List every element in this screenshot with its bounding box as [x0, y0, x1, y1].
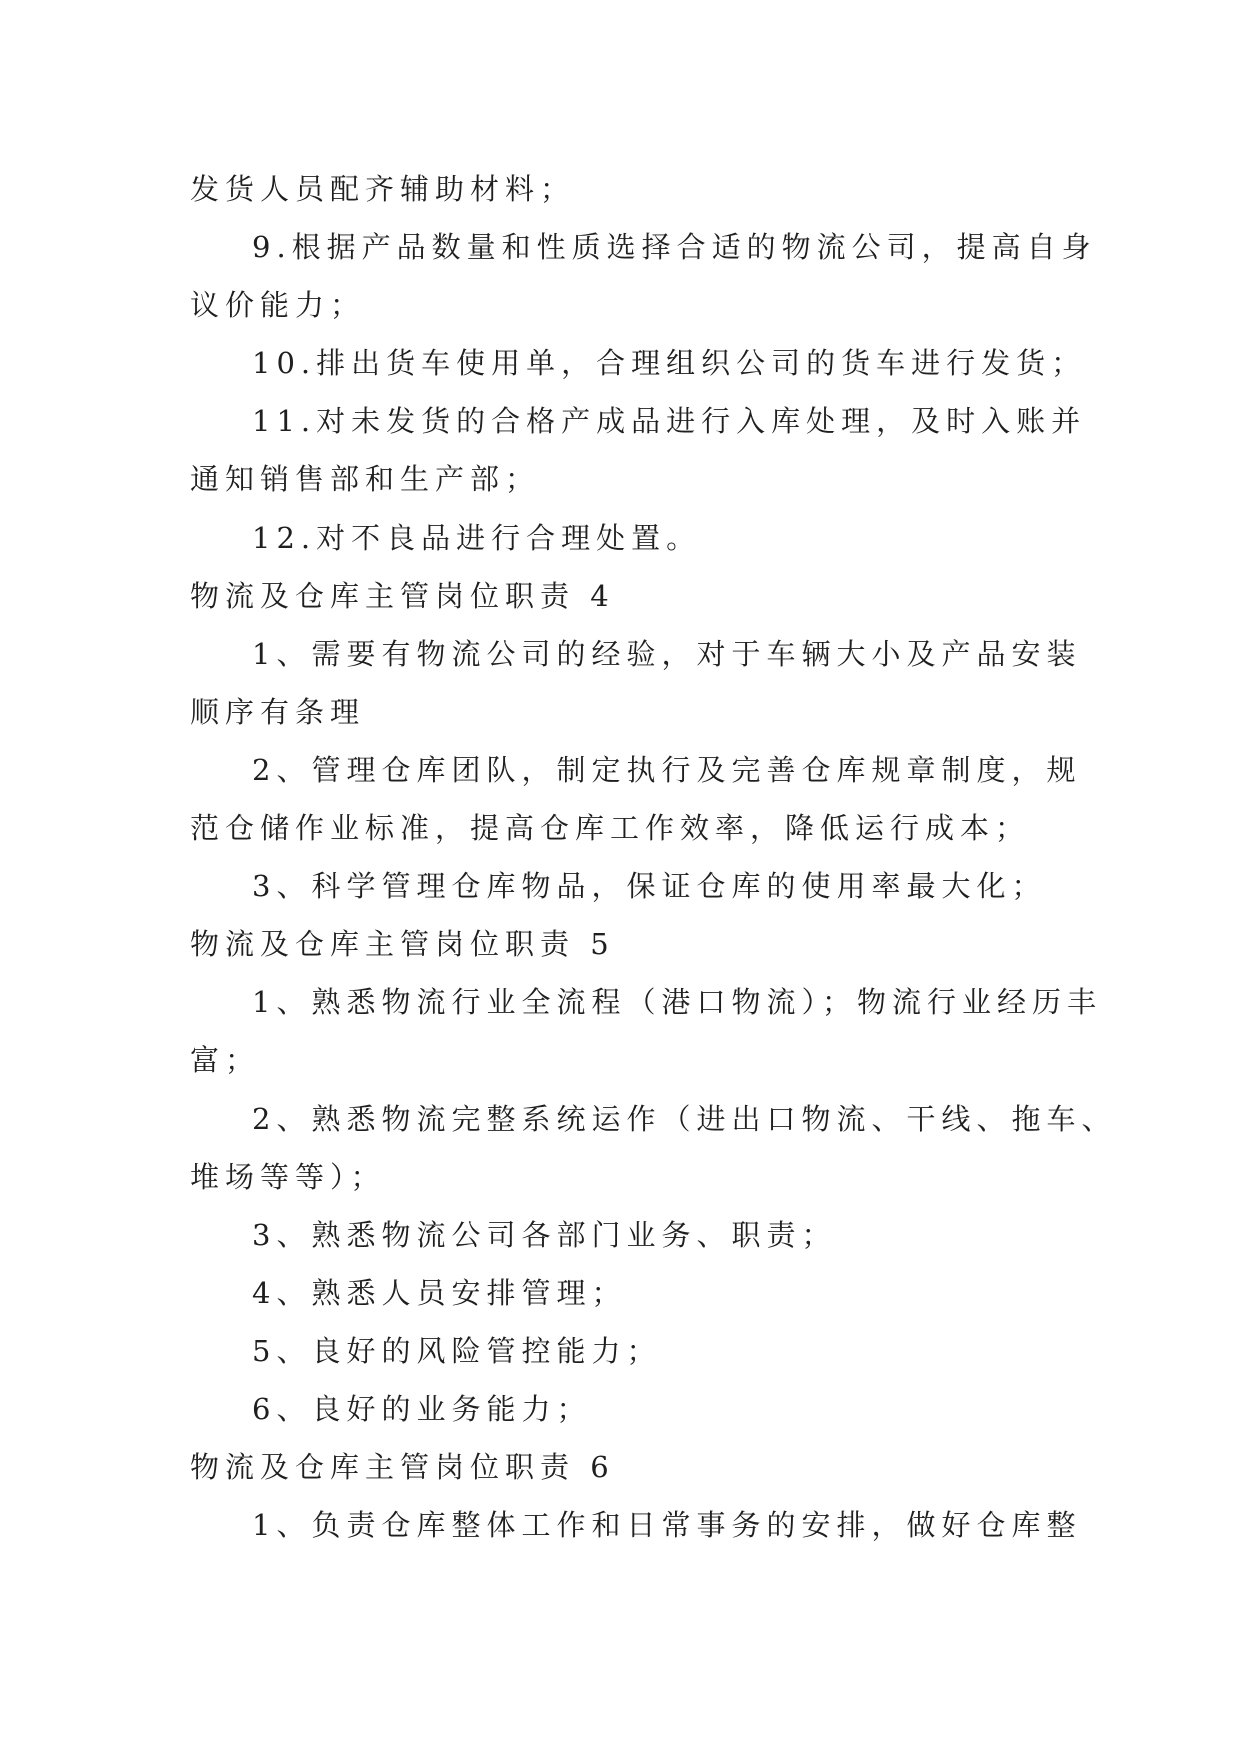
text-line: 12.对不良品进行合理处置。 [252, 520, 702, 555]
text-line: 9.根据产品数量和性质选择合适的物流公司，提高自身 [252, 230, 1097, 265]
text-line: 11.对未发货的合格产成品进行入库处理，及时入账并 [252, 404, 1087, 439]
text-line: 5、良好的风险管控能力； [252, 1333, 662, 1368]
text-line: 2、管理仓库团队，制定执行及完善仓库规章制度，规 [252, 752, 1082, 787]
text-line: 1、负责仓库整体工作和日常事务的安排，做好仓库整 [252, 1508, 1082, 1543]
text-line: 4、熟悉人员安排管理； [252, 1275, 627, 1310]
text-line: 3、科学管理仓库物品，保证仓库的使用率最大化； [252, 869, 1047, 904]
text-line: 议价能力； [190, 288, 366, 323]
section-heading: 物流及仓库主管岗位职责 5 [190, 927, 615, 962]
text-line: 10.排出货车使用单，合理组织公司的货车进行发货； [252, 346, 1087, 381]
text-line: 通知销售部和生产部； [190, 462, 541, 497]
text-line: 富； [190, 1043, 261, 1078]
text-line: 1、需要有物流公司的经验，对于车辆大小及产品安装 [252, 636, 1082, 671]
text-line: 2、熟悉物流完整系统运作（进出口物流、干线、拖车、 [252, 1101, 1117, 1136]
text-line: 范仓储作业标准，提高仓库工作效率，降低运行成本； [190, 811, 1031, 846]
text-line: 发货人员配齐辅助材料； [190, 172, 576, 206]
document-body [190, 160, 1117, 1554]
text-line: 堆场等等）； [190, 1159, 386, 1194]
text-line: 3、熟悉物流公司各部门业务、职责； [252, 1217, 837, 1252]
section-heading: 物流及仓库主管岗位职责 4 [190, 578, 615, 613]
section-heading: 物流及仓库主管岗位职责 6 [190, 1450, 615, 1485]
text-line: 顺序有条理 [190, 694, 366, 729]
text-line: 1、熟悉物流行业全流程（港口物流）；物流行业经历丰 [252, 985, 1102, 1020]
text-line: 6、良好的业务能力； [252, 1391, 592, 1426]
